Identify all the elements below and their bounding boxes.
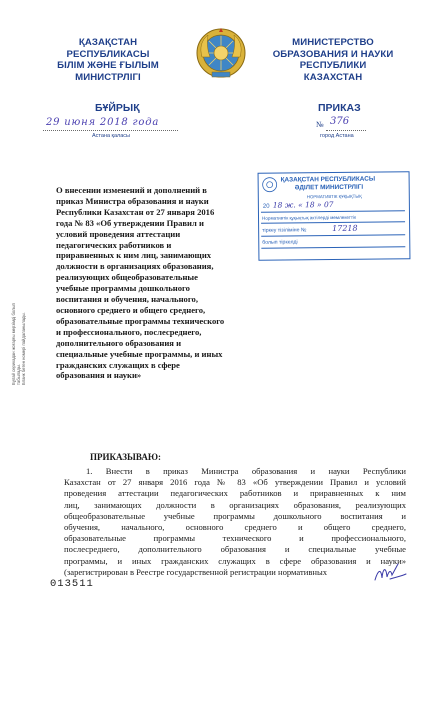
body-line: образовательные программы технического и профессионального, — [64, 533, 406, 544]
header-right-line: КАЗАХСТАН — [303, 71, 363, 83]
side-note-line-2: Бланк бөтен номері пайдаланылады. — [21, 312, 26, 385]
order-heading: ПРИКАЗЫВАЮ: — [90, 452, 161, 462]
document-title — [56, 185, 250, 381]
number-underline — [326, 130, 366, 131]
order-number-prefix: № — [316, 120, 324, 129]
title-line: условий проведения аттестации — [56, 228, 181, 239]
registration-stamp — [258, 171, 411, 261]
title-line: гражданских служащих в сфере — [56, 359, 180, 370]
stamp-date-prefix: 20 — [262, 203, 270, 210]
stamp-date-line — [261, 210, 405, 213]
side-note-line-1: Бұлай серикадан жоғарғы мерзімді болып табылады. — [11, 303, 21, 385]
date-underline — [43, 130, 178, 131]
stamp-date: 18 ж. « 18 » 07 — [272, 200, 334, 210]
title-line: образования и науки» — [56, 370, 142, 381]
title-line: должности в организациях образования, — [56, 261, 214, 272]
title-line: воспитания и обучения, начального, — [56, 294, 198, 305]
stamp-reg-rule — [261, 234, 405, 237]
header-right-line: МИНИСТЕРСТВО — [292, 37, 374, 48]
body-line: общеобразовательные учебные программы дошкольного воспитания и — [64, 510, 406, 521]
stamp-line-3: НОРМАТИВТІК ҚҰҚЫҚТЫҚ — [306, 193, 362, 200]
title-line: учебные программы дошкольного — [56, 283, 190, 294]
header-left-line: ҚАЗАҚСТАН — [78, 37, 138, 48]
body-line: 1. Внести в приказ Министра образования и науки Республики — [86, 466, 406, 476]
title-line: и профессионального, послесреднего, — [56, 326, 202, 337]
header-left-line: МИНИСТРЛІГІ — [75, 71, 141, 83]
title-line: основного среднего и общего среднего, — [56, 304, 206, 315]
header-right-line: РЕСПУБЛИКИ — [299, 60, 367, 71]
title-line: О внесении изменений и дополнений в — [56, 185, 207, 195]
title-line: приказ Министра образования и науки — [56, 195, 209, 206]
title-line: педагогических работников и — [56, 239, 172, 250]
order-date: 29 июня 2018 года — [46, 117, 160, 128]
order-number: 376 — [330, 116, 350, 127]
stamp-bottom-rule — [261, 246, 405, 249]
body-line: Казахстан от 27 января 2016 года № 83 «Об утверждении Правил и условий — [64, 477, 406, 488]
body-line: послесреднего, дополнительного образования и специальные учебные — [64, 544, 406, 555]
title-line: приравненных к ним лиц, занимающих — [56, 250, 212, 261]
title-line: специальные учебные программы, и иных — [56, 348, 223, 359]
city-kz: Астана қаласы — [92, 133, 130, 139]
body-line: (зарегистрирован в Реестре государственной регистрации нормативных — [64, 566, 328, 577]
header-left — [48, 37, 168, 83]
form-number: 013511 — [50, 578, 94, 590]
order-label-kz: БҰЙРЫҚ — [95, 102, 140, 114]
signature-icon — [372, 560, 408, 586]
header-left-line: БІЛІМ ЖӘНЕ ҒЫЛЫМ — [57, 60, 159, 71]
title-line: образовательные программы технического — [56, 315, 225, 326]
side-note — [11, 285, 26, 385]
title-line: дополнительного образования и — [56, 337, 182, 348]
document-body — [64, 466, 406, 578]
stamp-emblem-icon — [262, 177, 278, 193]
stamp-line-2: ӘДІЛЕТ МИНИСТРЛІГІ — [294, 183, 364, 192]
body-line: проведения аттестации педагогических работников и приравненных к ним — [64, 488, 406, 499]
body-line: программы, и иных гражданских служащих в сфере образования и науки» — [64, 555, 406, 566]
stamp-line-7: болып тіркелді — [262, 239, 298, 246]
stamp-line-5: Нормативтік құқықтық актілерді мемлекеттік — [261, 214, 357, 221]
header-right-line: ОБРАЗОВАНИЯ И НАУКИ — [272, 48, 394, 60]
title-line: реализующих общеобразовательные — [56, 272, 198, 283]
state-emblem-icon — [196, 27, 246, 79]
header-right — [263, 37, 403, 83]
title-line: Республики Казахстан от 27 января 2016 — [56, 206, 215, 217]
stamp-reg-prefix: тіркеу тізіліміне № — [262, 227, 307, 234]
header-left-line: РЕСПУБЛИКАСЫ — [66, 48, 150, 60]
order-label-ru: ПРИКАЗ — [318, 102, 361, 114]
stamp-reg-number: 17218 — [332, 223, 358, 234]
city-ru: город Астана — [320, 133, 354, 139]
title-line: года № 83 «Об утверждении Правил и — [56, 217, 204, 228]
body-line: лиц, занимающих должности в организациях образования, реализующих — [64, 499, 406, 510]
body-line: обучения, начального, основного среднего и общего среднего, — [64, 522, 406, 533]
stamp-line-1: ҚАЗАҚСТАН РЕСПУБЛИКАСЫ — [280, 175, 376, 184]
